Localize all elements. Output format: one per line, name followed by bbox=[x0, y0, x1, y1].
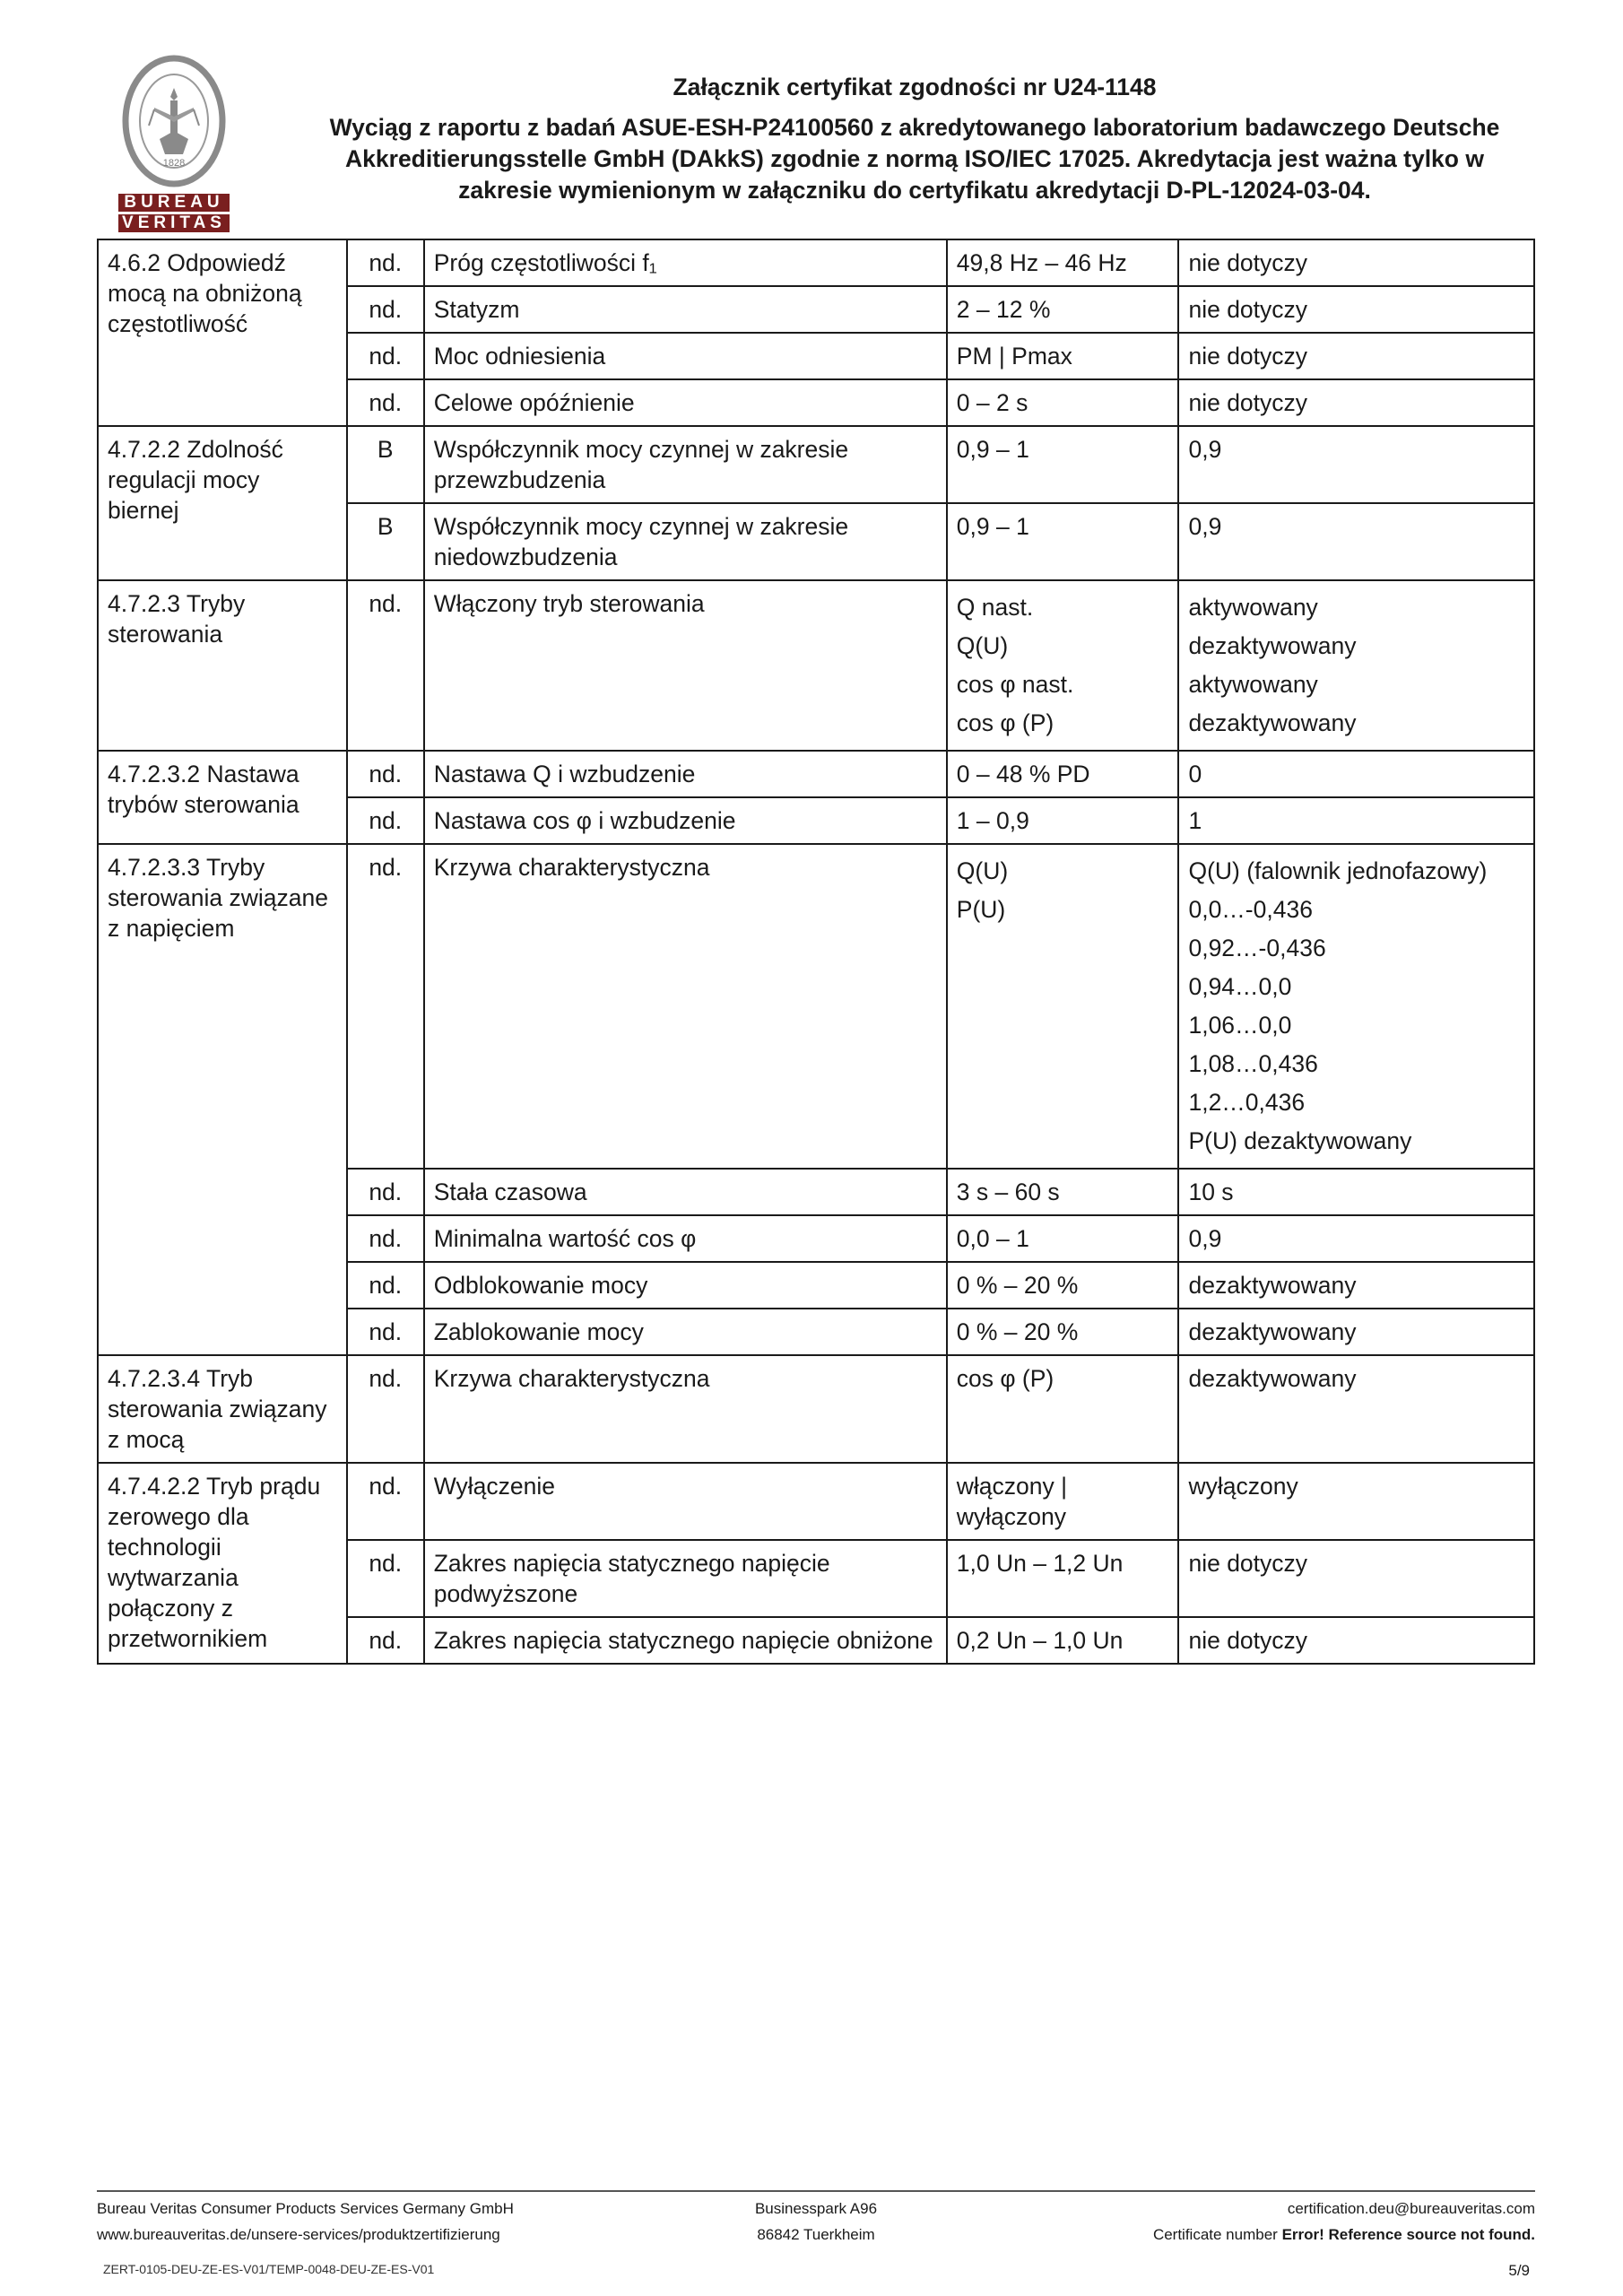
value-line: nie dotyczy bbox=[1188, 296, 1308, 323]
header-line-1: Wyciąg z raportu z badań ASUE-ESH-P24100560 z akredytowanego laboratorium badawczego Deutsche bbox=[329, 114, 1500, 141]
parameter-name: Nastawa Q i wzbudzenie bbox=[424, 751, 947, 797]
section-title: 4.7.2.3 Tryby sterowania bbox=[98, 580, 347, 751]
value-line: nie dotyczy bbox=[1188, 249, 1308, 276]
table-row bbox=[98, 751, 1534, 797]
parameter-name: Współczynnik mocy czynnej w zakresie niedowzbudzenia bbox=[424, 503, 947, 580]
setting-range bbox=[947, 1355, 1179, 1463]
range-line: 3 s – 60 s bbox=[956, 1178, 1060, 1205]
value-line: dezaktywowany bbox=[1188, 709, 1357, 736]
parameter-name: Odblokowanie mocy bbox=[424, 1262, 947, 1309]
assessment-mark: B bbox=[347, 426, 424, 503]
parameter-name: Zakres napięcia statycznego napięcie obniżone bbox=[424, 1617, 947, 1664]
setting-range bbox=[947, 379, 1179, 426]
value-line: nie dotyczy bbox=[1188, 1550, 1308, 1577]
bureau-veritas-logo bbox=[118, 54, 233, 232]
section-title: 4.7.2.3.2 Nastawa trybów sterowania bbox=[98, 751, 347, 844]
assessment-mark: nd. bbox=[347, 1215, 424, 1262]
setting-value bbox=[1178, 239, 1534, 286]
setting-value bbox=[1178, 333, 1534, 379]
range-line: P(U) bbox=[956, 896, 1006, 923]
range-line: PM | Pmax bbox=[956, 343, 1072, 370]
value-line: nie dotyczy bbox=[1188, 389, 1308, 416]
setting-range bbox=[947, 286, 1179, 333]
setting-value bbox=[1178, 1355, 1534, 1463]
assessment-mark: nd. bbox=[347, 1463, 424, 1540]
parameter-name: Minimalna wartość cos φ bbox=[424, 1215, 947, 1262]
assessment-mark: nd. bbox=[347, 379, 424, 426]
table-row bbox=[98, 426, 1534, 503]
assessment-mark: nd. bbox=[347, 1617, 424, 1664]
value-line: 0,94…0,0 bbox=[1188, 973, 1292, 1000]
range-line: włączony | wyłączony bbox=[956, 1473, 1068, 1530]
value-line: P(U) dezaktywowany bbox=[1188, 1127, 1412, 1154]
table-row bbox=[98, 844, 1534, 1169]
assessment-mark: nd. bbox=[347, 286, 424, 333]
assessment-mark: nd. bbox=[347, 1309, 424, 1355]
range-line: 49,8 Hz – 46 Hz bbox=[956, 249, 1127, 276]
footer-website: www.bureauveritas.de/unsere-services/produktzertifizierung bbox=[97, 2226, 500, 2243]
setting-value bbox=[1178, 1169, 1534, 1215]
assessment-mark: nd. bbox=[347, 1262, 424, 1309]
range-line: 0 % – 20 % bbox=[956, 1272, 1079, 1299]
setting-value bbox=[1178, 797, 1534, 844]
section-title: 4.7.4.2.2 Tryb prądu zerowego dla technologii wytwarzania połączony z przetwornikiem bbox=[98, 1463, 347, 1664]
page-footer bbox=[97, 2190, 1535, 2248]
setting-range bbox=[947, 751, 1179, 797]
assessment-mark: nd. bbox=[347, 751, 424, 797]
setting-value bbox=[1178, 1215, 1534, 1262]
section-title: 4.6.2 Odpowiedź mocą na obniżoną częstotliwość bbox=[98, 239, 347, 426]
range-line: 0,9 – 1 bbox=[956, 513, 1029, 540]
parameter-name: Statyzm bbox=[424, 286, 947, 333]
value-line: dezaktywowany bbox=[1188, 1272, 1357, 1299]
parameter-name: Wyłączenie bbox=[424, 1463, 947, 1540]
setting-range bbox=[947, 580, 1179, 751]
parameter-name: Współczynnik mocy czynnej w zakresie przewzbudzenia bbox=[424, 426, 947, 503]
parameter-name: Próg częstotliwości f₁ bbox=[424, 239, 947, 286]
value-line: 0,0…-0,436 bbox=[1188, 896, 1313, 923]
setting-range bbox=[947, 1617, 1179, 1664]
range-line: 0,2 Un – 1,0 Un bbox=[956, 1627, 1124, 1654]
range-line: 1,0 Un – 1,2 Un bbox=[956, 1550, 1124, 1577]
setting-value bbox=[1178, 1262, 1534, 1309]
assessment-mark: nd. bbox=[347, 239, 424, 286]
parameter-name: Zablokowanie mocy bbox=[424, 1309, 947, 1355]
section-title: 4.7.2.2 Zdolność regulacji mocy biernej bbox=[98, 426, 347, 580]
setting-range bbox=[947, 1262, 1179, 1309]
assessment-mark: nd. bbox=[347, 333, 424, 379]
assessment-mark: nd. bbox=[347, 1169, 424, 1215]
parameter-name: Nastawa cos φ i wzbudzenie bbox=[424, 797, 947, 844]
parameter-name: Stała czasowa bbox=[424, 1169, 947, 1215]
section-title: 4.7.2.3.4 Tryb sterowania związany z mocą bbox=[98, 1355, 347, 1463]
logo-bureau-band: BUREAU bbox=[118, 194, 230, 212]
range-line: cos φ (P) bbox=[956, 709, 1055, 736]
range-line: cos φ (P) bbox=[956, 1365, 1055, 1392]
page-number: 5/9 bbox=[1508, 2262, 1530, 2279]
value-line: nie dotyczy bbox=[1188, 343, 1308, 370]
value-line: aktywowany bbox=[1188, 671, 1318, 698]
range-line: 2 – 12 % bbox=[956, 296, 1051, 323]
table-row bbox=[98, 239, 1534, 286]
setting-range bbox=[947, 503, 1179, 580]
parameter-name: Krzywa charakterystyczna bbox=[424, 1355, 947, 1463]
header-line-3: zakresie wymienionym w załączniku do certyfikatu akredytacji D-PL-12024-03-04. bbox=[458, 177, 1371, 204]
footer-certificate-number bbox=[1061, 2222, 1535, 2248]
value-line: 10 s bbox=[1188, 1178, 1234, 1205]
setting-value bbox=[1178, 1463, 1534, 1540]
table-row bbox=[98, 580, 1534, 751]
value-line: aktywowany bbox=[1188, 594, 1318, 621]
setting-range bbox=[947, 844, 1179, 1169]
value-line: Q(U) (falownik jednofazowy) bbox=[1188, 857, 1488, 884]
table-row bbox=[98, 1355, 1534, 1463]
document-title: Załącznik certyfikat zgodności nr U24-1148 bbox=[673, 74, 1157, 100]
logo-seal-icon bbox=[118, 54, 230, 188]
setting-value bbox=[1178, 426, 1534, 503]
value-line: dezaktywowany bbox=[1188, 1365, 1357, 1392]
setting-range bbox=[947, 239, 1179, 286]
value-line: 1,2…0,436 bbox=[1188, 1089, 1306, 1116]
setting-range bbox=[947, 1169, 1179, 1215]
setting-value bbox=[1178, 1540, 1534, 1617]
assessment-mark: nd. bbox=[347, 797, 424, 844]
range-line: 0 % – 20 % bbox=[956, 1318, 1079, 1345]
value-line: nie dotyczy bbox=[1188, 1627, 1308, 1654]
parameter-name: Zakres napięcia statycznego napięcie podwyższone bbox=[424, 1540, 947, 1617]
value-line: 0,9 bbox=[1188, 1225, 1222, 1252]
assessment-mark: nd. bbox=[347, 580, 424, 751]
svg-text:1828: 1828 bbox=[162, 158, 186, 169]
footer-company: Bureau Veritas Consumer Products Services Germany GmbH bbox=[97, 2200, 514, 2217]
value-line: wyłączony bbox=[1188, 1473, 1298, 1500]
footer-address-2: 86842 Tuerkheim bbox=[757, 2226, 875, 2243]
value-line: 1,08…0,436 bbox=[1188, 1050, 1318, 1077]
certificate-error: Error! Reference source not found. bbox=[1281, 2226, 1535, 2243]
value-line: 0,9 bbox=[1188, 513, 1222, 540]
assessment-mark: nd. bbox=[347, 1355, 424, 1463]
value-line: 0,9 bbox=[1188, 436, 1222, 463]
setting-range bbox=[947, 426, 1179, 503]
table-row bbox=[98, 1463, 1534, 1540]
range-line: 0,9 – 1 bbox=[956, 436, 1029, 463]
value-line: 1 bbox=[1188, 807, 1202, 834]
parameter-name: Włączony tryb sterowania bbox=[424, 580, 947, 751]
parameter-name: Moc odniesienia bbox=[424, 333, 947, 379]
setting-range bbox=[947, 333, 1179, 379]
value-line: dezaktywowany bbox=[1188, 632, 1357, 659]
value-line: dezaktywowany bbox=[1188, 1318, 1357, 1345]
range-line: Q(U) bbox=[956, 632, 1009, 659]
range-line: 0,0 – 1 bbox=[956, 1225, 1029, 1252]
range-line: 0 – 48 % PD bbox=[956, 761, 1090, 787]
assessment-mark: B bbox=[347, 503, 424, 580]
header-line-2: Akkreditierungsstelle GmbH (DAkkS) zgodnie z normą ISO/IEC 17025. Akredytacja jest ważna tylko w bbox=[345, 145, 1484, 172]
document-header bbox=[269, 72, 1560, 206]
parameter-name: Krzywa charakterystyczna bbox=[424, 844, 947, 1169]
setting-value bbox=[1178, 751, 1534, 797]
value-line: 0,92…-0,436 bbox=[1188, 935, 1326, 961]
section-title: 4.7.2.3.3 Tryby sterowania związane z napięciem bbox=[98, 844, 347, 1355]
value-line: 0 bbox=[1188, 761, 1202, 787]
setting-value bbox=[1178, 1617, 1534, 1664]
setting-value bbox=[1178, 379, 1534, 426]
setting-range bbox=[947, 1309, 1179, 1355]
range-line: 1 – 0,9 bbox=[956, 807, 1029, 834]
parameter-name: Celowe opóźnienie bbox=[424, 379, 947, 426]
value-line: 1,06…0,0 bbox=[1188, 1012, 1292, 1039]
setting-value bbox=[1178, 844, 1534, 1169]
setting-value bbox=[1178, 503, 1534, 580]
test-results-table bbox=[97, 239, 1535, 1665]
logo-veritas-band: VERITAS bbox=[118, 214, 230, 232]
setting-range bbox=[947, 1215, 1179, 1262]
setting-value bbox=[1178, 580, 1534, 751]
certificate-prefix: Certificate number bbox=[1152, 2226, 1282, 2243]
footer-address-1: Businesspark A96 bbox=[754, 2200, 878, 2217]
document-code: ZERT-0105-DEU-ZE-ES-V01/TEMP-0048-DEU-ZE-ES-V01 bbox=[103, 2262, 435, 2276]
range-line: cos φ nast. bbox=[956, 671, 1074, 698]
setting-range bbox=[947, 1540, 1179, 1617]
setting-value bbox=[1178, 286, 1534, 333]
setting-range bbox=[947, 1463, 1179, 1540]
assessment-mark: nd. bbox=[347, 844, 424, 1169]
range-line: Q(U) bbox=[956, 857, 1009, 884]
setting-range bbox=[947, 797, 1179, 844]
assessment-mark: nd. bbox=[347, 1540, 424, 1617]
range-line: 0 – 2 s bbox=[956, 389, 1028, 416]
footer-email: certification.deu@bureauveritas.com bbox=[1287, 2200, 1535, 2217]
setting-value bbox=[1178, 1309, 1534, 1355]
range-line: Q nast. bbox=[956, 594, 1034, 621]
